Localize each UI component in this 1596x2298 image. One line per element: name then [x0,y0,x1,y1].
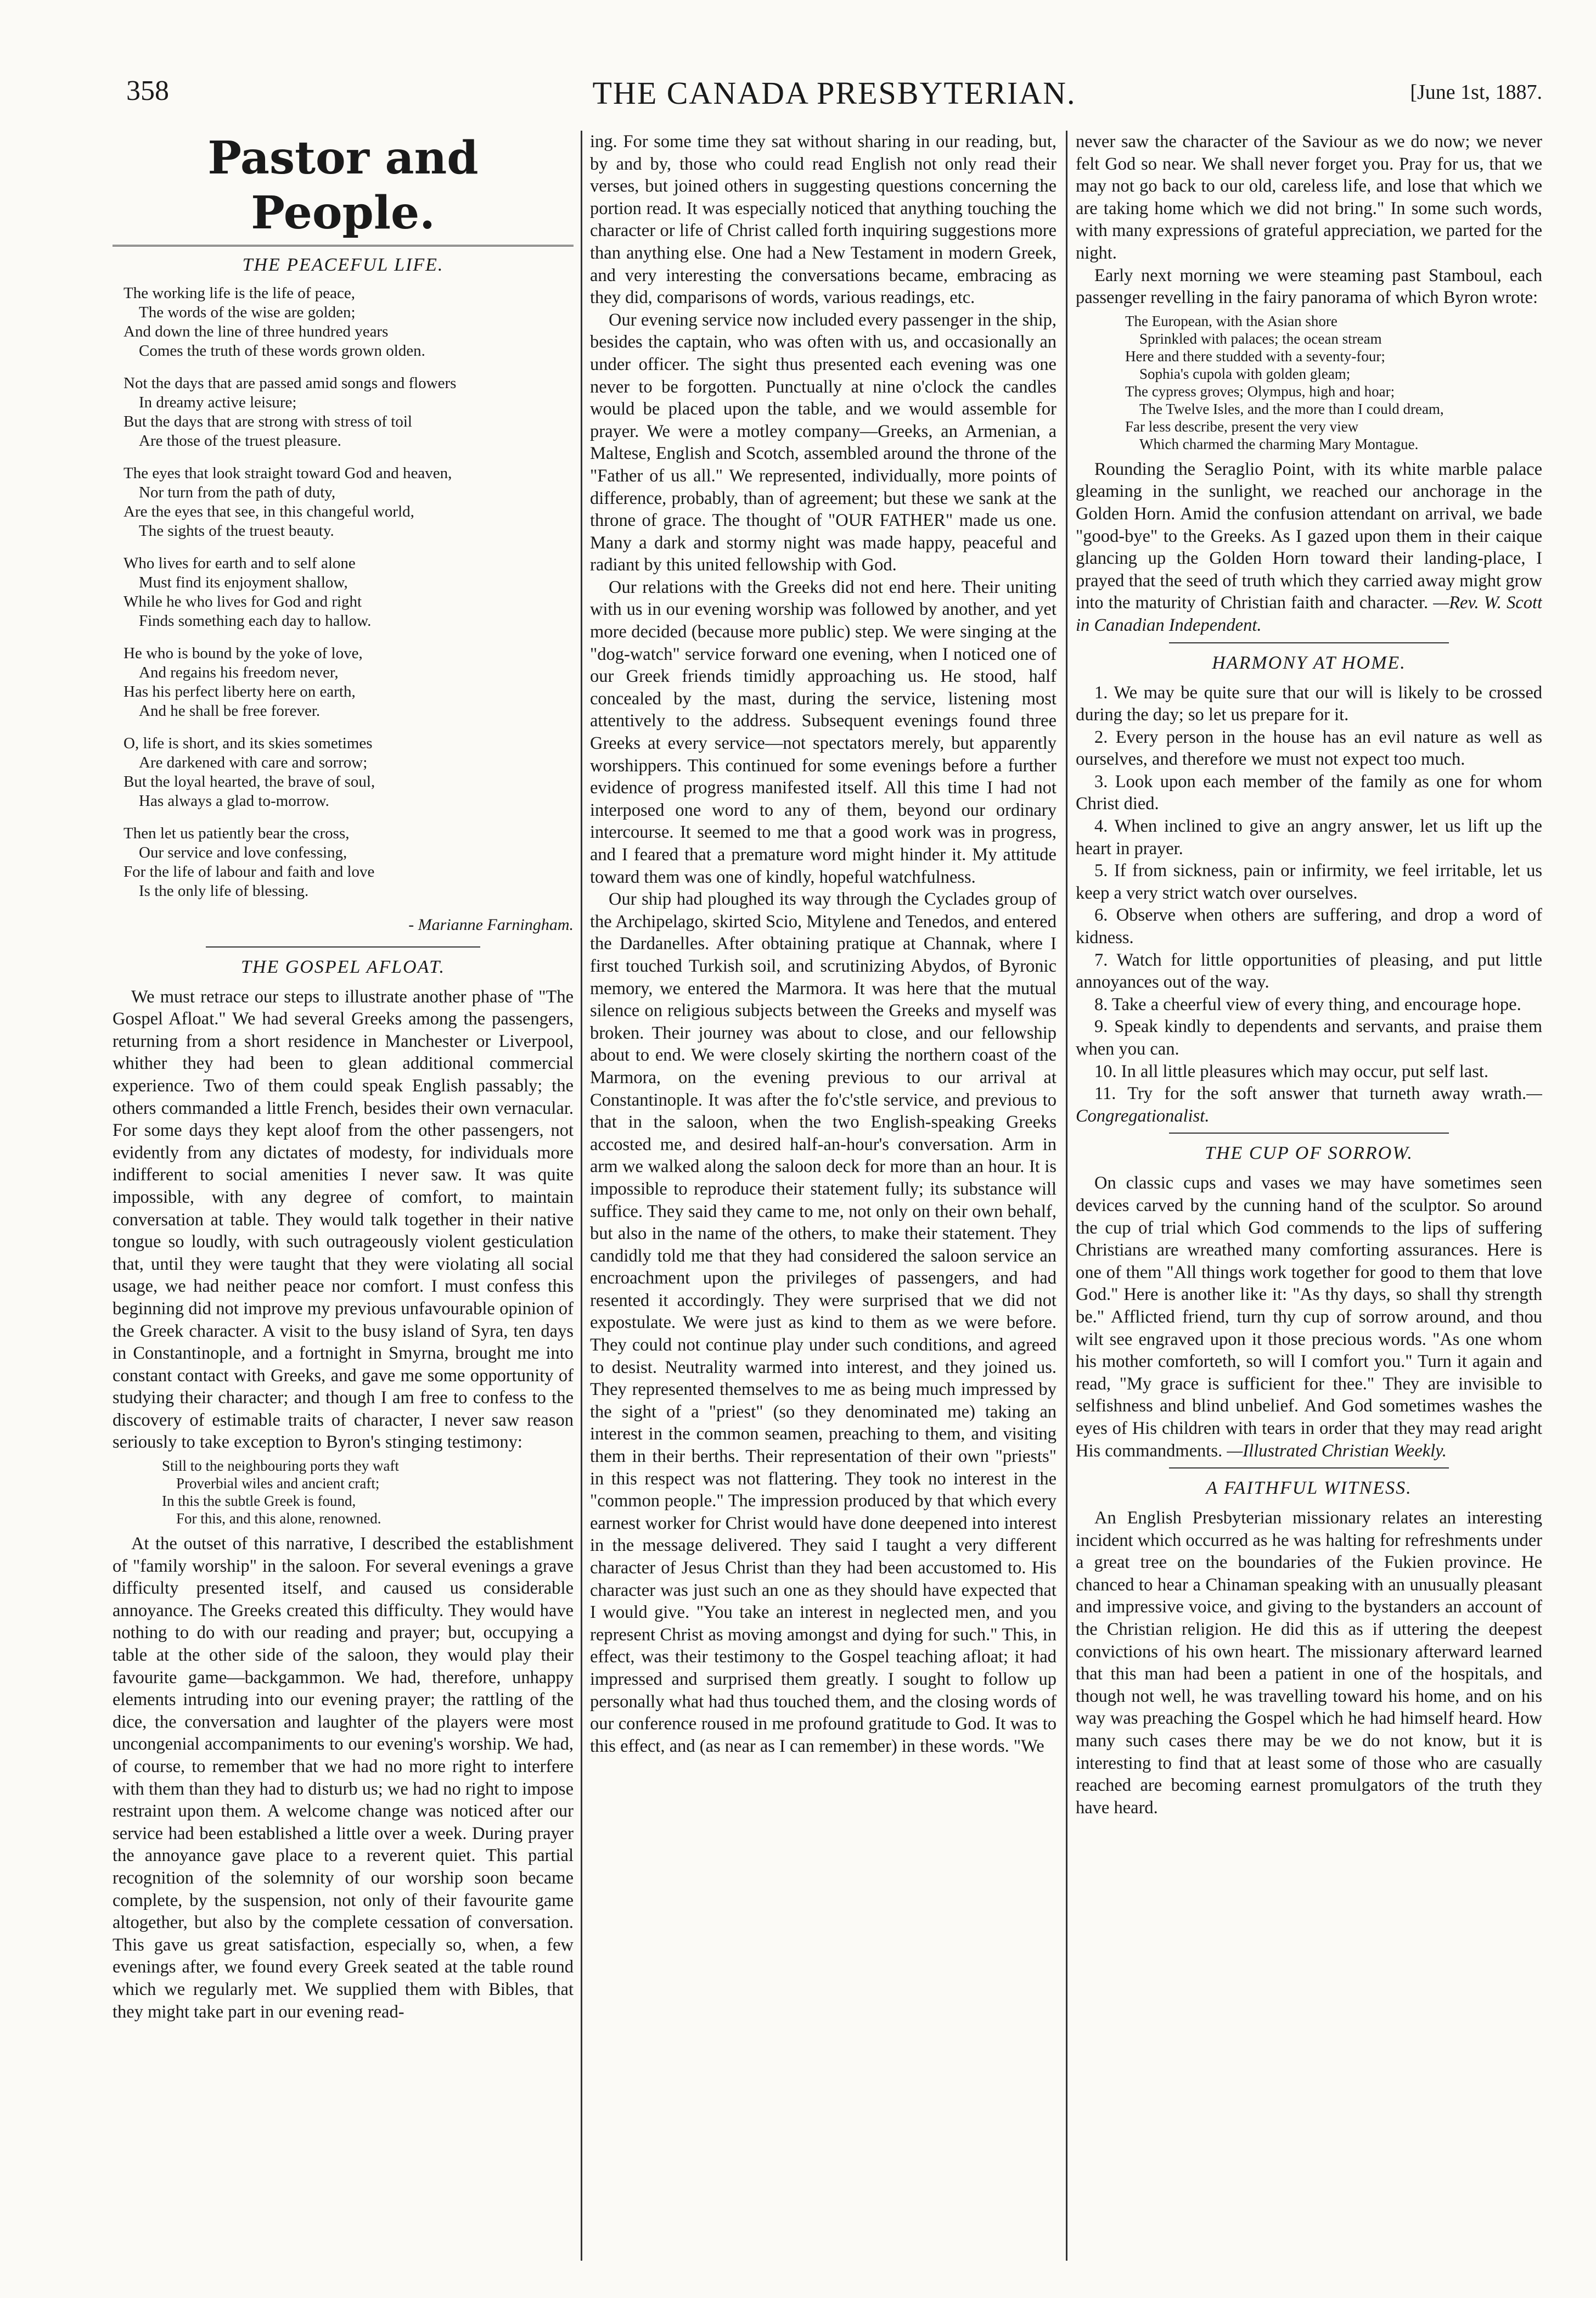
divider [1169,1133,1449,1134]
list-item-text: 4. When inclined to give an angry answer, let us lift up the heart in prayer. [1076,816,1542,859]
list-item [1076,949,1542,994]
verse-line: Has always a glad to-morrow. [139,792,329,810]
verse-line: Then let us patiently bear the cross, [123,825,350,842]
poem-attribution: - Marianne Farningham. [408,916,574,934]
verse-line: Finds something each day to hallow. [139,612,372,630]
poem-stanza [123,824,574,901]
paragraph: Our relations with the Greeks did not end here. Their uniting with us in our evening worship was followed by another, and yet more decided (because more public) step. We were singing at the "dog-watch" service forward one evening, when I noticed one of our Greek friends timidly approaching us. He stood, half concealed by the mast, during the service, listening most attentively to the address. Subsequent evenings found three Greeks at every service—not spectators merely, but apparently worshippers. This continued for some evenings before a further evidence of progress manifested itself. All this time I had not interposed one word to any of them, beyond our ordinary intercourse. It seemed to me that a good work was in progress, and I feared that a premature word might hinder it. My attitude toward them was one of kindly, hopeful watchfulness. [590,577,1056,887]
verse-line: But the loyal hearted, the brave of soul, [123,773,375,791]
paragraph: Our evening service now included every passenger in the ship, besides the captain, who was often with us, and occasionally an under officer. The sight thus presented each evening was one never to be forgotten. Punctually at nine o'clock the candles would be placed upon the table, and we would assemble for prayer. We were a motley company—Greeks, an Armenian, a Maltese, English and Scotch, assembled around the throne of the "Father of us all." We represented, individually, more points of difference, probably, than of agreement; but these we sank at the throne of grace. The thought of "OUR FATHER" made us one. Many a dark and stormy night was made happy, peaceful and radiant by this united fellowship with God. [590,310,1056,575]
paragraph: We must retrace our steps to illustrate another phase of "The Gospel Afloat." We had several Greeks among the passengers, returning from a short residence in Manchester or Liverpool, whither they had been to glean additional commercial experience. Two of them could speak English passably; the others commanded a little French, besides their own vernacular. For some days they kept aloof from the other passengers, not evidently from any dictates of modesty, for individuals more indifferent to social amenities I never saw. It was quite impossible, with any degree of comfort, to maintain conversation at table. They would talk together in their native tongue so loudly, with such outrageously violent gesticulation that, until they were taught that they were violating all social usage, we had neither peace nor comfort. I must confess this beginning did not improve my previous unfavourable opinion of the Greek character. A visit to the busy island of Syra, ten days in Constantinople, and a fortnight in Smyrna, brought me into constant contact with Greeks, and gave me some opportunity of studying their character; and though I am free to confess to the discovery of estimable traits of character, I never saw reason seriously to take exception to Byron's stinging testimony: [113,987,574,1453]
verse-quote [1125,312,1542,453]
poem-stanza [123,464,574,541]
article-heading: HARMONY AT HOME. [1212,652,1406,673]
verse-line: Nor turn from the path of duty, [139,484,336,501]
verse-line: Are darkened with care and sorrow; [139,754,368,771]
verse-line: Must find its enjoyment shallow, [139,574,348,591]
verse-line: The sights of the truest beauty. [139,522,334,540]
verse-line: The European, with the Asian shore [1125,312,1338,329]
paragraph: Early next morning we were steaming past Stamboul, each passenger revelling in the fairy panorama of which Byron wrote: [1076,265,1542,308]
list-item [1076,815,1542,860]
verse-quote [162,1457,574,1527]
poem-stanza [123,734,574,811]
verse-line: For the life of labour and faith and love [123,863,375,881]
verse-line: Are those of the truest pleasure. [139,432,341,450]
divider [1169,1467,1449,1469]
paragraph: ing. For some time they sat without sharing in our reading, but, by and by, those who could read English not only read their verses, but joined others in suggesting questions concerning the portion read. It was especially noticed that anything touching the character or life of Christ called forth inquiring suggestions more than anything else. One had a New Testament in modern Greek, and very interesting the conversations became, embracing as they did, comparisons of words, various readings, etc. [590,132,1056,308]
list-item [1076,904,1542,949]
list-item-text: 2. Every person in the house has an evil nature as well as ourselves, and therefore we must not expect too much. [1076,727,1542,770]
verse-line: The eyes that look straight toward God and heaven, [123,464,452,482]
list-item [1076,1061,1542,1083]
poem [123,284,574,901]
list-item [1076,1083,1542,1127]
list-item-text: 5. If from sickness, pain or infirmity, we feel irritable, let us keep a very strict watch over ourselves. [1076,861,1542,903]
verse-line: The words of the wise are golden; [139,304,356,321]
poem-stanza [123,644,574,721]
list-item-text: 9. Speak kindly to dependents and servants, and praise them when you can. [1076,1017,1542,1059]
column-2 [590,131,1056,2261]
poem-stanza [123,374,574,451]
paragraph: An English Presbyterian missionary relates an interesting incident which occurred as he was halting for refreshments under a great tree on the boundaries of the Fukien province. He chanced to hear a Chinaman speaking with an unusually pleasant and impressive voice, and giving to the bystanders an account of the Christian religion. He did this as if uttering the deepest convictions of his own heart. The missionary afterward learned that this man had been a patient in one of the hospitals, and though not well, he was travelling toward his home, and on his way was preaching the Gospel which he had himself heard. How many such cases there may be we do not know, but it is interesting to find that at least some of those who are casually reached are becoming earnest promulgators of the truth they have heard. [1076,1508,1542,1818]
verse-line: The cypress groves; Olympus, high and hoar; [1125,383,1395,400]
verse-line: Are the eyes that see, in this changeful world, [123,503,414,520]
verse-line: And regains his freedom never, [139,664,339,681]
verse-line: The working life is the life of peace, [123,284,355,302]
article-heading: A FAITHFUL WITNESS. [1206,1478,1412,1499]
poem-stanza [123,284,574,361]
verse-line: He who is bound by the yoke of love, [123,644,363,662]
paragraph-text: Rounding the Seraglio Point, with its white marble palace gleaming in the sunlight, we reached our anchorage in the Golden Horn. Amid the confusion attendant on arrival, we bade "good-bye" to the Greeks. As I gazed upon them in their caique glancing up the Golden Horn toward their landing-place, I prayed that the seed of truth which they carried away might grow into the maturity of Christian faith and character. [1076,459,1542,613]
divider [206,946,480,948]
article-heading: THE PEACEFUL LIFE. [242,255,444,275]
verse-line: Sophia's cupola with golden gleam; [1139,365,1351,382]
page-header [126,75,1542,113]
article-attribution: —Rev. W. Scott in Canadian Independent. [1076,593,1542,635]
list-item-text: 11. Try for the soft answer that turneth away wrath. [1094,1084,1527,1104]
list-item [1076,682,1542,726]
section-title: Pastor and People. [113,131,574,246]
column-rule [1066,131,1067,2261]
list-item-text: 3. Look upon each member of the family as one for whom Christ died. [1076,771,1542,814]
list-item [1076,726,1542,771]
verse-line: Is the only life of blessing. [139,882,309,900]
verse-line: Not the days that are passed amid songs and flowers [123,374,457,392]
verse-line: Here and there studded with a seventy-four; [1125,347,1385,365]
article-attribution: —Illustrated Christian Weekly. [1227,1441,1447,1461]
page-number: 358 [126,75,169,107]
list-item [1076,1016,1542,1060]
verse-line: Still to the neighbouring ports they waft [162,1458,399,1475]
verse-line: Which charmed the charming Mary Montague. [1139,435,1419,452]
verse-line: In dreamy active leisure; [139,394,297,411]
verse-line: Our service and love confessing, [139,844,347,861]
verse-line: Sprinkled with palaces; the ocean stream [1139,330,1382,347]
verse-line: While he who lives for God and right [123,593,362,610]
paragraph: never saw the character of the Saviour as we do now; we never felt God so near. We shall never forget you. Pray for us, that we may not go back to our old, careless life, and lose that which we are taking home which we did not bring." In some such words, with many expressions of grateful appreciation, we parted for the night. [1076,132,1542,263]
paragraph [1076,1172,1542,1462]
list-item-text: 8. Take a cheerful view of every thing, and encourage hope. [1094,994,1521,1015]
verse-line: The Twelve Isles, and the more than I could dream, [1139,400,1444,417]
verse-line: And he shall be free forever. [139,702,321,720]
list-item [1076,994,1542,1016]
verse-line: But the days that are strong with stress of toil [123,413,412,430]
divider [1169,642,1449,643]
list-item [1076,860,1542,904]
verse-line: Comes the truth of these words grown olden. [139,342,425,360]
article-heading: THE CUP OF SORROW. [1205,1143,1413,1164]
verse-line: Has his perfect liberty here on earth, [123,683,356,700]
verse-line: For this, and this alone, renowned. [176,1510,381,1527]
verse-line: Proverbial wiles and ancient craft; [176,1475,380,1492]
verse-line: In this the subtle Greek is found, [162,1493,356,1510]
verse-line: Who lives for earth and to self alone [123,554,356,572]
verse-line: Far less describe, present the very view [1125,418,1359,435]
numbered-list [1076,682,1542,1128]
column-1 [113,131,574,2261]
issue-date: [June 1st, 1887. [1410,81,1542,104]
paragraph: Our ship had ploughed its way through the Cyclades group of the Archipelago, skirted Scio, Mitylene and Tenedos, and entered the Dardanelles. After obtaining pratique at Channak, where I first touched Turkish soil, and scrutinizing Abydos, of Byronic memory, we entered the Marmora. It was here that the mutual silence on religious subjects between the Greeks and myself was broken. Their journey was about to close, and our fellowship about to end. We were closely skirting the northern coast of the Marmora, on the evening previous to our arrival at Constantinople. It was after the fo'c'stle service, and previous to that in the saloon, when the two English-speaking Greeks accosted me, and desired half-an-hour's conversation. Arm in arm we walked along the saloon deck for more than an hour. It is impossible to reproduce their statement fully; its substance will suffice. They said they came to me, not only on their own behalf, but also in the name of the others, to make their statement. They candidly told me that they had considered the saloon service an encroachment upon the privileges of passengers, and had resented it accordingly. They were surprised that we did not expostulate. We were just as kind to them as we were before. They could not continue play under such conditions, and agreed to desist. Neutrality warmed into interest, and they joined us. They represented themselves to me as being much impressed by the sight of a "priest" (so they denominated me) taking an interest in the common seamen, preaching to them, and visiting them in their berths. Their representation of their own "priests" in this respect was not flattering. They took no interest in the "common people." The impression produced by that which every earnest worker for Christ would have done deepened into interest in the message delivered. They said I taught a very different character of Jesus Christ than they had been accustomed to. His character was just such an one as they should have expected that I would give. "You take an interest in neglected men, and you represent Christ as moving amongst and dying for such." This, in effect, was their testimony to the Gospel teaching afloat; it had impressed and surprised them greatly. I sought to follow up personally what had thus touched them, and the closing words of our conference roused in me profound gratitude to God. It was to this effect, and (as near as I can remember) in these words. "We [590,889,1056,1756]
list-item [1076,771,1542,815]
article-heading: THE GOSPEL AFLOAT. [241,956,445,977]
list-item-text: 6. Observe when others are suffering, and drop a word of kidness. [1076,905,1542,948]
list-item-text: 1. We may be quite sure that our will is likely to be crossed during the day; so let us prepare for it. [1076,682,1542,725]
verse-line: And down the line of three hundred years [123,323,389,340]
paragraph-text: On classic cups and vases we may have sometimes seen devices carved by the cunning hand of the sculptor. So around the cup of trial which God commends to the lips of suffering Christians are wreathed many comforting assurances. Here is one of them "All things work together for good to them that love God." Here is another like it: "As thy days, so shall thy strength be." Afflicted friend, turn thy cup of sorrow around, and thou wilt see engraved upon it those precious words. "As one whom his mother comforteth, so will I comfort you." Turn it again and read, "My grace is sufficient for thee." They are invisible to selfishness and blind unbelief. And God sometimes washes the eyes of His children with tears in order that they may read aright His commandments. [1076,1173,1542,1461]
paragraph: At the outset of this narrative, I described the establishment of "family worship" in the saloon. For several evenings a grave difficulty presented itself, and caused us considerable annoyance. The Greeks created this difficulty. They would have nothing to do with our reading and prayer; but, occupying a table at the other side of the saloon, they would play their favourite game—backgammon. We had, therefore, unhappy elements intruding into our evening prayer; the rattling of the dice, the conversation and laughter of the players were most uncongenial accompaniments to our evening's worship. We had, of course, to remember that we had no more right to interfere with them than they had to disturb us; we had no right to impose restraint upon them. A welcome change was noticed after our service had been established a little over a week. During prayer the annoyance gave place to a reverent quiet. This partial recognition of the solemnity of our worship soon became complete, by the suspension, not only of their favourite game altogether, but also by the complete cessation of conversation. This gave us great satisfaction, especially so, when, a few evenings after, we found every Greek seated at the table round which we regularly met. We supplied them with Bibles, that they might take part in our evening read- [113,1534,574,2022]
column-rule [581,131,582,2261]
verse-line: O, life is short, and its skies sometimes [123,735,373,752]
list-item-text: 10. In all little pleasures which may occur, put self last. [1094,1061,1489,1081]
newspaper-title: THE CANADA PRESBYTERIAN. [592,75,1076,111]
list-item-text: 7. Watch for little opportunities of pleasing, and put little annoyances out of the way. [1076,950,1542,993]
paragraph [1076,458,1542,637]
poem-stanza [123,554,574,631]
article-attribution: —Congregationalist. [1076,1084,1542,1126]
column-3 [1076,131,1542,2261]
